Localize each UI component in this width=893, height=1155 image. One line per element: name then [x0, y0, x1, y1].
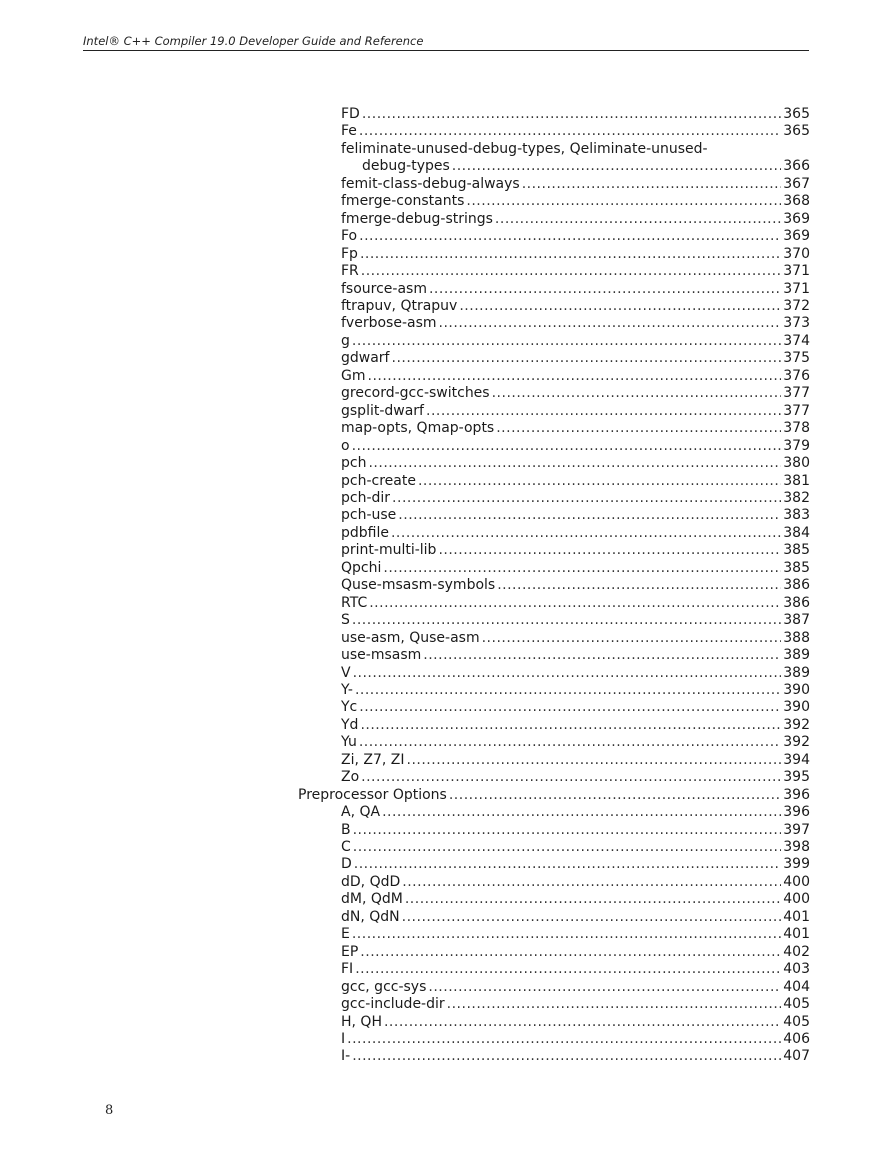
toc-entry-title: use-asm, Quse-asm: [341, 629, 480, 646]
dot-leader: [392, 490, 781, 507]
toc-entry-page: 396: [783, 804, 810, 821]
dot-leader: [361, 769, 781, 786]
toc-entry-page: 400: [783, 873, 810, 890]
dot-leader: [426, 403, 781, 420]
toc-entry-page: 372: [783, 297, 810, 314]
dot-leader: [359, 699, 781, 716]
toc-entry-page: 394: [783, 751, 810, 768]
page-number: 8: [105, 1103, 114, 1118]
dot-leader: [360, 717, 781, 734]
toc-entry-title: fsource-asm: [341, 280, 427, 297]
toc-entry-page: 405: [783, 1013, 810, 1030]
dot-leader: [352, 1048, 781, 1065]
toc-entry-title: dN, QdN: [341, 908, 400, 925]
dot-leader: [497, 577, 781, 594]
toc-entry[interactable]: [298, 333, 810, 350]
toc-entry-page: 373: [783, 315, 810, 332]
dot-leader: [369, 595, 781, 612]
dot-leader: [353, 839, 781, 856]
toc-entry[interactable]: [298, 525, 810, 542]
toc-entry-page: 369: [783, 228, 810, 245]
toc-entry[interactable]: [298, 926, 810, 943]
toc-entry-title: Gm: [341, 367, 366, 384]
toc-entry[interactable]: [298, 979, 810, 996]
dot-leader: [352, 926, 781, 943]
toc-entry-page: 389: [783, 647, 810, 664]
dot-leader: [368, 455, 781, 472]
toc-entry[interactable]: [298, 752, 810, 769]
toc-entry-title: femit-class-debug-always: [341, 175, 520, 192]
toc-entry-page: 406: [783, 1031, 810, 1048]
dot-leader: [449, 787, 781, 804]
dot-leader: [359, 228, 781, 245]
toc-entry-title: A, QA: [341, 804, 381, 821]
dot-leader: [347, 1031, 781, 1048]
toc-entry[interactable]: [298, 315, 810, 332]
toc-entry-page: 404: [783, 978, 810, 995]
toc-entry[interactable]: [298, 699, 810, 716]
toc-entry-page: 385: [783, 559, 810, 576]
toc-entry[interactable]: [298, 734, 810, 751]
toc-entry-title: o: [341, 437, 350, 454]
toc-entry-page: 403: [783, 961, 810, 978]
toc-section-title: Preprocessor Options: [298, 786, 447, 803]
toc-entry[interactable]: [298, 944, 810, 961]
dot-leader: [360, 246, 781, 263]
toc-entry-page: 366: [783, 158, 810, 175]
dot-leader: [429, 281, 781, 298]
toc-entry-page: 392: [783, 716, 810, 733]
toc-entry[interactable]: [298, 1014, 810, 1031]
toc-entry[interactable]: [298, 1031, 810, 1048]
dot-leader: [447, 996, 782, 1013]
toc-entry-title: map-opts, Qmap-opts: [341, 420, 495, 437]
dot-leader: [368, 368, 782, 385]
toc-entry[interactable]: [298, 630, 810, 647]
toc-entry[interactable]: [298, 577, 810, 594]
running-header: Intel® C++ Compiler 19.0 Developer Guide and Reference: [83, 34, 809, 51]
toc-entry-title: Fe: [341, 123, 357, 140]
toc-entry[interactable]: [298, 281, 810, 298]
toc-entry[interactable]: [298, 665, 810, 682]
toc-entry-page: 375: [783, 350, 810, 367]
toc-entry-title: pch-create: [341, 472, 416, 489]
dot-leader: [452, 158, 781, 175]
toc-entry-title: E: [341, 926, 350, 943]
dot-leader: [355, 682, 781, 699]
toc-entry[interactable]: [298, 856, 810, 873]
toc-entry[interactable]: [298, 473, 810, 490]
toc-entry-page: 390: [783, 681, 810, 698]
toc-entry-title: RTC: [341, 594, 368, 611]
toc-entry-page: 385: [783, 542, 810, 559]
toc-entry-page: 396: [783, 786, 810, 803]
toc-entry-page: 387: [783, 612, 810, 629]
dot-leader: [428, 979, 781, 996]
toc-entry[interactable]: [298, 891, 810, 908]
dot-leader: [439, 315, 782, 332]
dot-leader: [353, 822, 782, 839]
toc-entry-title: V: [341, 664, 351, 681]
dot-leader: [496, 420, 781, 437]
toc-entry[interactable]: [298, 647, 810, 664]
toc-entry-page: 371: [783, 263, 810, 280]
dot-leader: [359, 123, 781, 140]
dot-leader: [362, 106, 781, 123]
toc-entry-title: H, QH: [341, 1013, 382, 1030]
toc-entry[interactable]: [298, 141, 810, 176]
dot-leader: [384, 1014, 781, 1031]
dot-leader: [423, 647, 781, 664]
toc-entry-page: 376: [783, 367, 810, 384]
toc-entry-page: 379: [783, 437, 810, 454]
toc-entry-title: S: [341, 612, 350, 629]
dot-leader: [352, 438, 782, 455]
dot-leader: [482, 630, 782, 647]
toc-entry-title: FR: [341, 263, 359, 280]
toc-entry-page: 402: [783, 943, 810, 960]
toc-entry-title: Zi, Z7, ZI: [341, 751, 405, 768]
dot-leader: [402, 909, 782, 926]
toc-entry-title: FD: [341, 106, 360, 122]
dot-leader: [353, 665, 782, 682]
toc-entry[interactable]: [298, 368, 810, 385]
toc-entry-title: g: [341, 332, 350, 349]
toc-entry-title: gsplit-dwarf: [341, 402, 424, 419]
dot-leader: [438, 542, 781, 559]
toc-entry-page: 407: [783, 1048, 810, 1065]
toc-entry[interactable]: [298, 822, 810, 839]
toc-entry[interactable]: [298, 612, 810, 629]
toc-entry-title: pch-dir: [341, 489, 391, 506]
toc-entry-page: 369: [783, 210, 810, 227]
toc-entry-page: 388: [783, 629, 810, 646]
toc-entry-page: 381: [783, 472, 810, 489]
toc-entry[interactable]: [298, 211, 810, 228]
toc-entry-title: grecord-gcc-switches: [341, 385, 490, 402]
toc-entry-page: 397: [783, 821, 810, 838]
toc-entry[interactable]: [298, 717, 810, 734]
toc-entry[interactable]: [298, 874, 810, 891]
toc-entry-title: Yd: [341, 716, 359, 733]
toc-entry[interactable]: [298, 996, 810, 1013]
toc-entry-title: Yu: [341, 734, 357, 751]
toc-entry[interactable]: [298, 455, 810, 472]
toc-entry[interactable]: [298, 490, 810, 507]
dot-leader: [407, 752, 782, 769]
toc-entry-title: fmerge-constants: [341, 193, 465, 210]
toc-entry-page: 365: [783, 123, 810, 140]
dot-leader: [459, 298, 781, 315]
dot-leader: [392, 350, 782, 367]
toc-entry-title: B: [341, 821, 351, 838]
toc-entry-title: print-multi-lib: [341, 542, 437, 559]
toc-entry-page: 398: [783, 839, 810, 856]
toc-entry-title: pch-use: [341, 507, 397, 524]
toc-entry[interactable]: [298, 298, 810, 315]
toc-entry-page: 383: [783, 507, 810, 524]
toc-entry[interactable]: [298, 246, 810, 263]
dot-leader: [466, 193, 781, 210]
dot-leader: [382, 804, 781, 821]
toc-entry-title: I-: [341, 1048, 351, 1065]
toc-entry-title: Fp: [341, 245, 358, 262]
toc-entry-title: gcc, gcc-sys: [341, 978, 427, 995]
toc-entry-title: dM, QdM: [341, 891, 403, 908]
dot-leader: [355, 961, 781, 978]
toc-entry-title: C: [341, 839, 351, 856]
toc-entry-page: 395: [783, 769, 810, 786]
toc-entry-page: 384: [783, 524, 810, 541]
toc-entry-title: FI: [341, 961, 354, 978]
toc-entry[interactable]: [298, 804, 810, 821]
dot-leader: [361, 263, 781, 280]
toc-entry-page: 377: [783, 385, 810, 402]
toc-entry[interactable]: [298, 193, 810, 210]
toc-entry-page: 377: [783, 402, 810, 419]
toc-entry-title: fverbose-asm: [341, 315, 437, 332]
toc-entry-page: 390: [783, 699, 810, 716]
toc-entry[interactable]: [298, 106, 810, 123]
toc-entry[interactable]: [298, 595, 810, 612]
toc-entry[interactable]: [298, 909, 810, 926]
toc-entry-page: 382: [783, 489, 810, 506]
toc-entry-page: 365: [783, 106, 810, 122]
toc-entry-title-continued: debug-types: [362, 158, 450, 175]
toc-entry-page: 400: [783, 891, 810, 908]
toc-entry[interactable]: [298, 682, 810, 699]
toc-entry-page: 401: [783, 908, 810, 925]
toc-entry-page: 380: [783, 455, 810, 472]
toc-entry-page: 386: [783, 577, 810, 594]
toc-entry[interactable]: [298, 263, 810, 280]
dot-leader: [352, 333, 781, 350]
toc-entry-page: 378: [783, 420, 810, 437]
dot-leader: [405, 891, 781, 908]
toc-entry-title: gcc-include-dir: [341, 996, 445, 1013]
dot-leader: [402, 874, 781, 891]
table-of-contents: [298, 106, 810, 1066]
toc-entry-title: pdbfile: [341, 524, 389, 541]
toc-entry[interactable]: [298, 560, 810, 577]
toc-entry-title: Fo: [341, 228, 358, 245]
toc-entry[interactable]: [298, 403, 810, 420]
dot-leader: [359, 734, 781, 751]
toc-entry-title: ftrapuv, Qtrapuv: [341, 297, 458, 314]
dot-leader: [398, 507, 781, 524]
toc-entry[interactable]: [298, 1048, 810, 1065]
toc-entry-title: use-msasm: [341, 647, 422, 664]
toc-entry-page: 399: [783, 856, 810, 873]
dot-leader: [383, 560, 781, 577]
toc-entry[interactable]: [298, 123, 810, 140]
toc-entry-title: feliminate-unused-debug-types, Qeliminate-unused-: [341, 140, 708, 157]
toc-entry-page: 370: [783, 245, 810, 262]
dot-leader: [418, 473, 781, 490]
toc-entry-title: Zo: [341, 769, 360, 786]
toc-entry[interactable]: [298, 350, 810, 367]
dot-leader: [492, 385, 782, 402]
toc-entry[interactable]: [298, 176, 810, 193]
dot-leader: [391, 525, 781, 542]
toc-entry[interactable]: [298, 542, 810, 559]
dot-leader: [360, 944, 781, 961]
toc-entry-title: Quse-msasm-symbols: [341, 577, 496, 594]
dot-leader: [495, 211, 781, 228]
toc-entry-title: I: [341, 1031, 346, 1048]
dot-leader: [522, 176, 782, 193]
toc-entry-page: 374: [783, 332, 810, 349]
toc-entry-title: Qpchi: [341, 559, 382, 576]
toc-entry-title: pch: [341, 455, 367, 472]
toc-entry-title: dD, QdD: [341, 873, 401, 890]
toc-entry-title: gdwarf: [341, 350, 390, 367]
dot-leader: [354, 856, 781, 873]
toc-entry-title: fmerge-debug-strings: [341, 210, 493, 227]
toc-entry[interactable]: [298, 420, 810, 437]
toc-entry-page: 371: [783, 280, 810, 297]
dot-leader: [352, 612, 781, 629]
toc-entry-page: 392: [783, 734, 810, 751]
toc-entry-page: 386: [783, 594, 810, 611]
toc-entry[interactable]: [298, 961, 810, 978]
toc-entry-title: Y-: [341, 681, 353, 698]
toc-entry-title: Yc: [341, 699, 358, 716]
toc-entry-page: 368: [783, 193, 810, 210]
toc-entry[interactable]: [298, 769, 810, 786]
toc-entry[interactable]: [298, 438, 810, 455]
toc-entry-title: EP: [341, 943, 359, 960]
toc-entry[interactable]: [298, 507, 810, 524]
toc-entry-title: D: [341, 856, 352, 873]
toc-entry[interactable]: [298, 228, 810, 245]
toc-entry[interactable]: [298, 839, 810, 856]
toc-entry-page: 389: [783, 664, 810, 681]
toc-entry[interactable]: [298, 787, 810, 804]
toc-entry-page: 367: [783, 175, 810, 192]
toc-entry-page: 401: [783, 926, 810, 943]
toc-entry[interactable]: [298, 385, 810, 402]
toc-entry-page: 405: [783, 996, 810, 1013]
